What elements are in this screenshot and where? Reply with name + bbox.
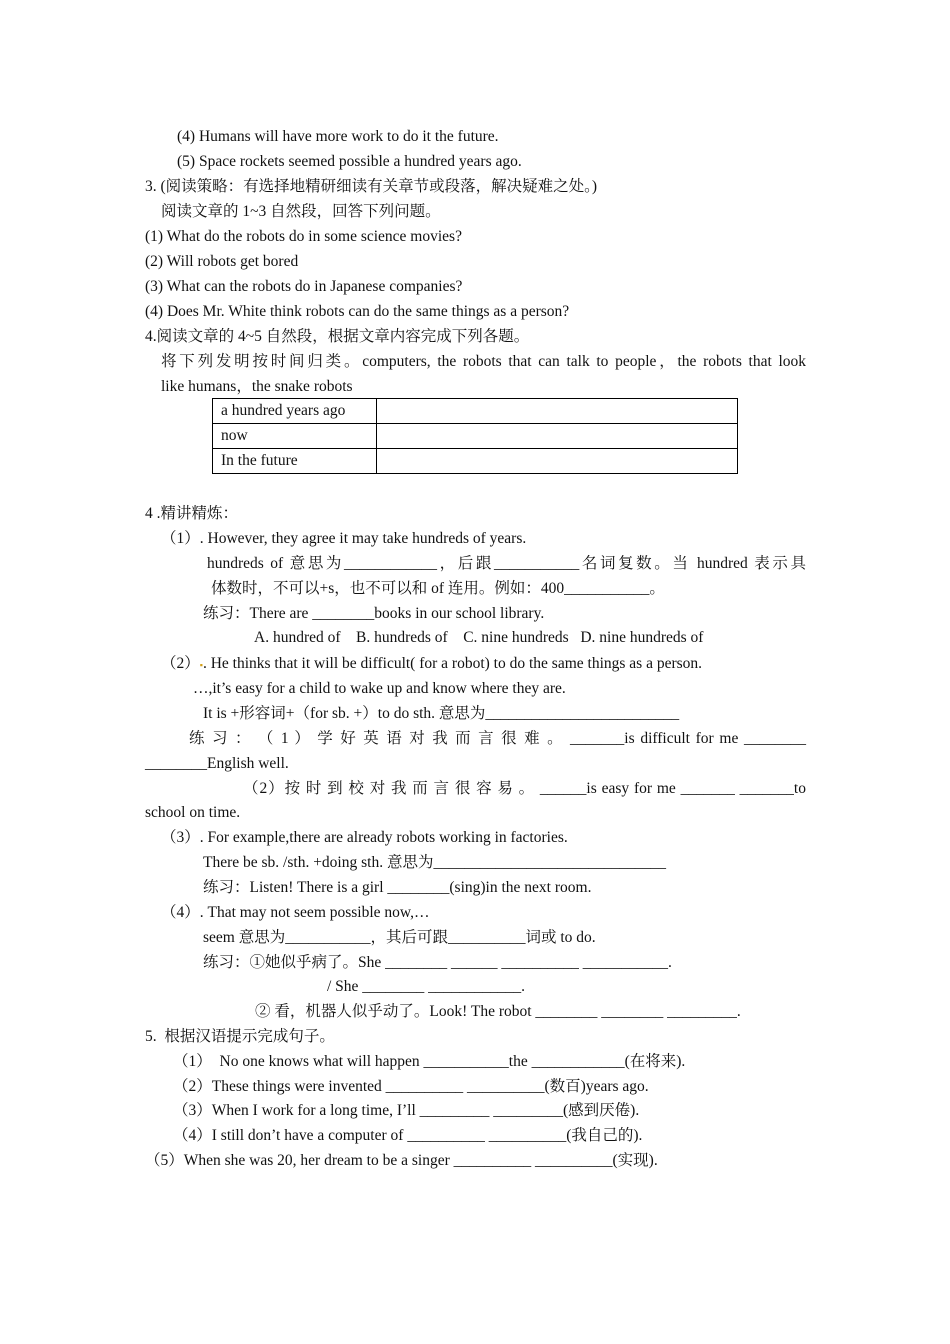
section-4b-heading: 4 .精讲精炼：	[145, 505, 239, 522]
answer-cell[interactable]	[377, 449, 738, 474]
section-4-instruction-line1: 将下列发明按时间归类。computers, the robots that can talk to people，the robots that look	[161, 353, 806, 370]
sentence-item-3: （3）When I work for a long time, I’ll _________ _________(感到厌倦).	[173, 1102, 640, 1119]
item-4-sentence: （4）. That may not seem possible now,…	[161, 904, 430, 921]
item-4-exercise-1: 练习：①她似乎病了。She ________ ______ __________ ___________.	[203, 954, 672, 971]
statement-4: (4) Humans will have more work to do it the future.	[177, 128, 499, 145]
item-2-example: …,it’s easy for a child to wake up and know where they are.	[193, 680, 566, 697]
table-row-label: now	[213, 424, 377, 449]
question-4: (4) Does Mr. White think robots can do the same things as a person?	[145, 303, 570, 320]
sentence-item-2: （2）These things were invented __________ __________(数百)years ago.	[173, 1078, 649, 1095]
item-1-exercise: 练习：There are ________books in our school library.	[203, 605, 545, 622]
table-row-label: In the future	[213, 449, 377, 474]
table-row	[213, 449, 738, 474]
edit-mark-icon: ▪	[199, 660, 203, 670]
item-3-sentence: （3）. For example,there are already robots working in factories.	[161, 829, 568, 846]
table-row	[213, 399, 738, 424]
item-2-exercise-2-line2: school on time.	[145, 804, 241, 821]
sentence-item-4: （4）I still don’t have a computer of __________ __________(我自己的).	[173, 1127, 643, 1144]
item-1-note-line2: 体数时，不可以+s，也不可以和 of 连用。例如：400___________。	[211, 580, 665, 597]
item-2-sentence	[161, 654, 702, 675]
section-5-heading: 5. 根据汉语提示完成句子。	[145, 1028, 335, 1045]
invention-timeline-table	[212, 398, 738, 474]
item-3-pattern: There be sb. /sth. +doing sth. 意思为______________________________	[203, 854, 666, 871]
item-2-number: （2）	[161, 655, 200, 672]
table-row	[213, 424, 738, 449]
sentence-item-1: （1） No one knows what will happen ___________the ____________(在将来).	[173, 1053, 686, 1070]
section-4-heading: 4.阅读文章的 4~5 自然段，根据文章内容完成下列各题。	[145, 328, 530, 345]
answer-cell[interactable]	[377, 424, 738, 449]
question-3: (3) What can the robots do in Japanese companies?	[145, 278, 463, 295]
question-2: (2) Will robots get bored	[145, 253, 299, 270]
item-1-sentence: （1）. However, they agree it may take hundreds of years.	[161, 530, 527, 547]
item-1-options: A. hundred of B. hundreds of C. nine hundreds D. nine hundreds of	[254, 629, 704, 646]
table-row-label: a hundred years ago	[213, 399, 377, 424]
item-3-exercise: 练习：Listen! There is a girl ________(sing)in the next room.	[203, 879, 592, 896]
item-2-text: . He thinks that it will be difficult( for a robot) to do the same things as a person.	[202, 655, 703, 672]
item-2-exercise-1-line1: 练 习 ： （ 1 ） 学 好 英 语 对 我 而 言 很 难 。 _______is difficult for me ________	[189, 730, 806, 747]
item-2-exercise-2-line1: （2）按 时 到 校 对 我 而 言 很 容 易 。 ______is easy for me _______ _______to	[243, 780, 806, 797]
question-1: (1) What do the robots do in some science movies?	[145, 228, 462, 245]
item-2-pattern: It is +形容词+（for sb. +）to do sth. 意思为_________________________	[203, 705, 680, 722]
sentence-item-5: （5）When she was 20, her dream to be a singer __________ __________(实现).	[145, 1152, 658, 1169]
statement-5: (5) Space rockets seemed possible a hundred years ago.	[177, 153, 522, 170]
item-4-exercise-1-alt: / She ________ ____________.	[327, 978, 526, 995]
item-4-exercise-2: ② 看，机器人似乎动了。Look! The robot ________ ________ _________.	[255, 1003, 741, 1020]
item-4-note: seem 意思为___________，其后可跟__________词或 to do.	[203, 929, 596, 946]
section-3-instruction: 阅读文章的 1~3 自然段，回答下列问题。	[161, 203, 441, 220]
answer-cell[interactable]	[377, 399, 738, 424]
item-2-exercise-1-line2: ________English well.	[145, 755, 289, 772]
section-4-instruction-line2: like humans，the snake robots	[161, 378, 353, 395]
item-1-note-line1: hundreds of 意思为____________，后跟___________名词复数。当 hundred 表示具	[207, 555, 806, 572]
section-3-heading: 3. (阅读策略：有选择地精研细读有关章节或段落，解决疑难之处。)	[145, 178, 598, 195]
